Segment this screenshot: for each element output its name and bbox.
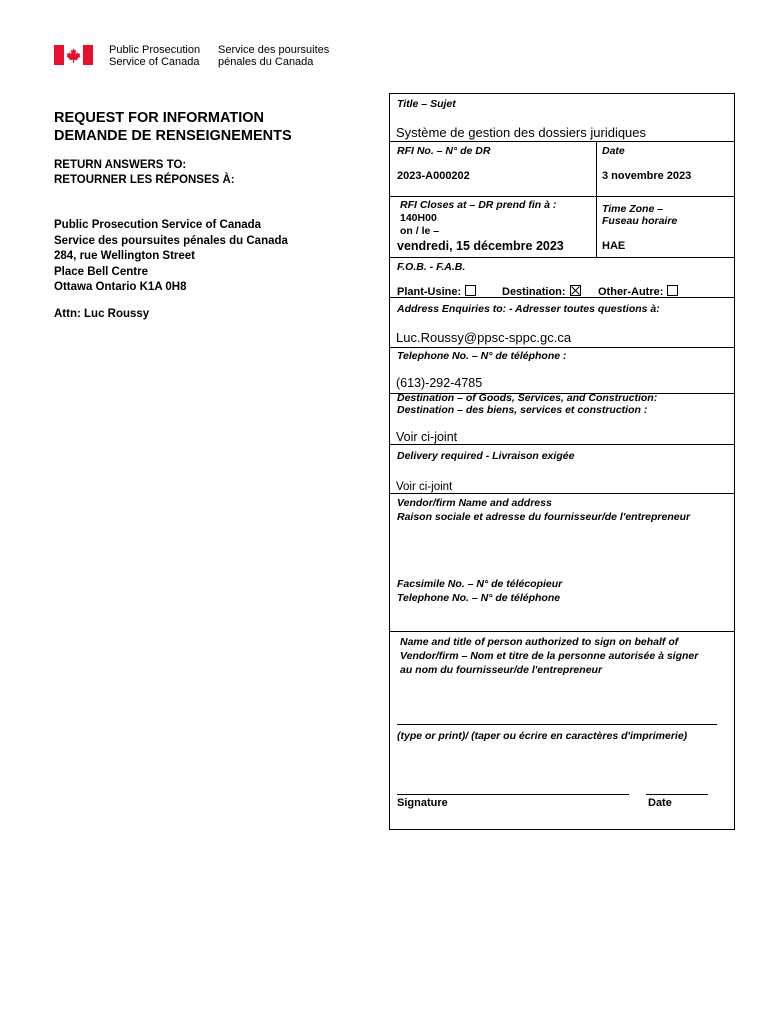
timezone-value: HAE <box>602 240 626 252</box>
signature-label: Signature <box>397 797 448 809</box>
rfi-number-value: 2023-A000202 <box>397 170 470 182</box>
date-value: 3 novembre 2023 <box>602 170 692 182</box>
other-option: Other-Autre: <box>598 285 678 298</box>
destination-goods-label: Destination – of Goods, Services, and Construction: Destination – des biens, services et construction : <box>397 392 658 416</box>
title-value: Système de gestion des dossiers juridiques <box>396 125 647 140</box>
closes-label: RFI Closes at – DR prend fin à : <box>400 199 557 211</box>
vendor-telephone-label: Telephone No. – N° de téléphone <box>397 592 561 604</box>
address-line: Place Bell Centre <box>54 265 148 278</box>
destination-checkbox-checked[interactable] <box>570 285 581 296</box>
rfi-form-box <box>389 93 735 830</box>
signature-line[interactable] <box>397 794 629 795</box>
plant-option: Plant-Usine: <box>397 285 476 298</box>
sign-date-label: Date <box>648 797 672 809</box>
department-name-en: Public Prosecution Service of Canada <box>109 44 201 68</box>
authorized-person-label: Name and title of person authorized to sign on behalf of Vendor/firm – Nom et titre de la personne autorisée à signer au nom du fournisseur/de l'entrepreneur <box>400 636 699 676</box>
telephone-value: (613)-292-4785 <box>396 376 483 390</box>
address-enquiries-label: Address Enquiries to: - Adresser toutes questions à: <box>397 303 660 315</box>
rfi-number-label: RFI No. – N° de DR <box>397 145 491 157</box>
vendor-label: Vendor/firm Name and address Raison sociale et adresse du fournisseur/de l'entrepreneur <box>397 497 691 523</box>
title-label: Title – Sujet <box>397 98 456 110</box>
timezone-label: Time Zone – Fuseau horaire <box>602 203 678 227</box>
delivery-value: Voir ci-joint <box>396 481 453 493</box>
department-name-fr: Service des poursuites pénales du Canada <box>218 44 330 68</box>
destination-goods-value: Voir ci-joint <box>396 430 458 444</box>
fob-label: F.O.B. - F.A.B. <box>397 261 466 273</box>
fax-label: Facsimile No. – N° de télécopieur <box>397 578 563 590</box>
return-address <box>54 218 288 296</box>
plant-checkbox[interactable] <box>465 285 476 296</box>
telephone-label: Telephone No. – N° de téléphone : <box>397 350 567 362</box>
closes-date: vendredi, 15 décembre 2023 <box>397 239 564 253</box>
destination-option: Destination: <box>502 285 581 298</box>
attention-line: Attn: Luc Roussy <box>54 308 150 320</box>
page-title: REQUEST FOR INFORMATION DEMANDE DE RENSEIGNEMENTS <box>54 110 292 144</box>
closes-time: 140H00 <box>400 212 437 224</box>
return-answers-heading: RETURN ANSWERS TO: RETOURNER LES RÉPONSES À: <box>54 159 235 186</box>
type-or-print-label: (type or print)/ (taper ou écrire en caractères d'imprimerie) <box>397 730 688 742</box>
address-line: Service des poursuites pénales du Canada <box>54 234 288 247</box>
delivery-label: Delivery required - Livraison exigée <box>397 450 575 462</box>
sign-date-line[interactable] <box>646 794 708 795</box>
enquiries-email[interactable]: Luc.Roussy@ppsc-sppc.gc.ca <box>396 330 572 345</box>
canada-flag-icon <box>54 45 93 65</box>
closes-on-label: on / le – <box>400 225 440 237</box>
name-title-line[interactable] <box>397 724 717 725</box>
date-label: Date <box>602 145 625 157</box>
address-line: 284, rue Wellington Street <box>54 250 196 262</box>
address-line: Ottawa Ontario K1A 0H8 <box>54 281 187 293</box>
address-line: Public Prosecution Service of Canada <box>54 219 262 231</box>
other-checkbox[interactable] <box>667 285 678 296</box>
